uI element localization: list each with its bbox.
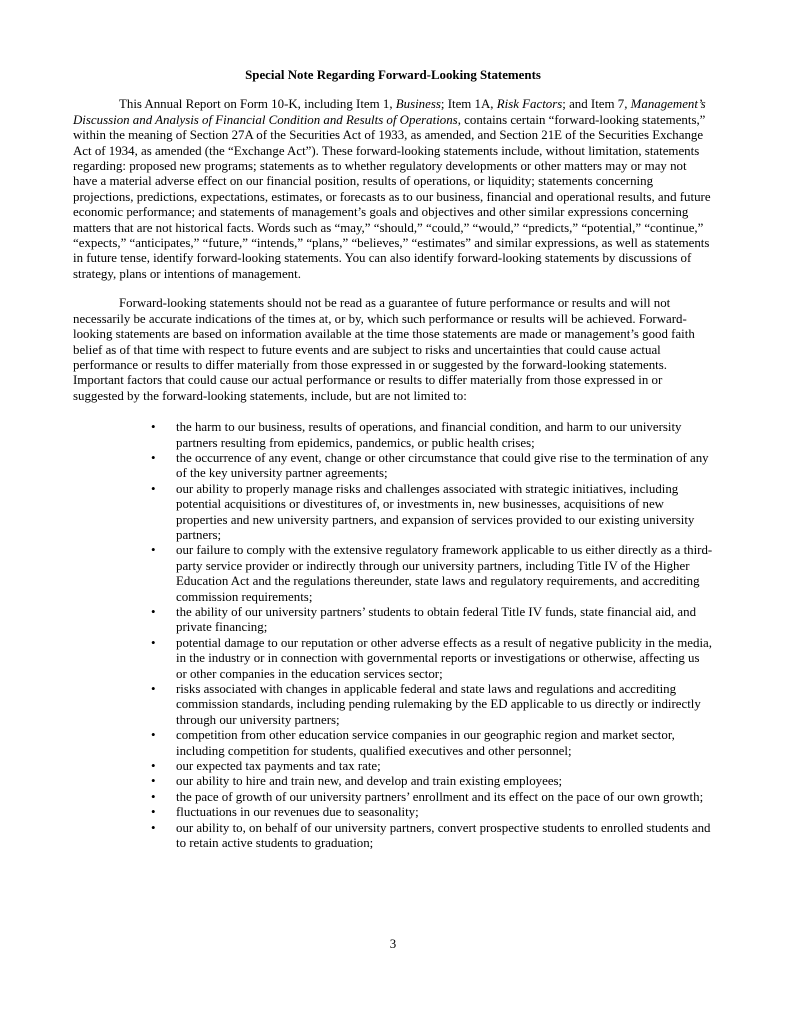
list-item xyxy=(73,790,713,805)
list-item xyxy=(73,682,713,728)
list-item-text: the pace of growth of our university partners’ enrollment and its effect on the pace of our own growth; xyxy=(176,789,704,804)
list-item-text: our failure to comply with the extensive regulatory framework applicable to us either directly as a third-party service provider or indirectly through our university partners, including Title IV of the Higher Education Act and the regulations thereunder, state laws and regulatory requirements, and accrediting commission requirements; xyxy=(176,543,713,604)
list-item xyxy=(73,821,713,852)
list-item-text: our ability to, on behalf of our university partners, convert prospective students to enrolled students and to retain active students to graduation; xyxy=(176,820,711,851)
list-item xyxy=(73,605,713,636)
bullet-icon: • xyxy=(151,420,156,435)
bullet-icon: • xyxy=(151,682,156,697)
bullet-icon: • xyxy=(151,605,156,619)
list-item-text: our expected tax payments and tax rate; xyxy=(176,759,381,774)
page-number: 3 xyxy=(389,937,397,951)
list-item-text: the harm to our business, results of operations, and financial condition, and harm to our university partners resulting from epidemics, pandemics, or public health crises; xyxy=(176,420,682,450)
bullet-icon: • xyxy=(151,543,156,558)
bullet-icon: • xyxy=(151,635,156,650)
intro-paragraph xyxy=(73,97,713,282)
list-item xyxy=(73,759,713,774)
bullet-icon: • xyxy=(151,481,156,496)
list-item xyxy=(73,636,713,682)
list-item xyxy=(73,728,713,759)
list-item-text: our ability to hire and train new, and develop and train existing employees; xyxy=(176,774,563,789)
list-item-text: potential damage to our reputation or other adverse effects as a result of negative publicity in the media, in the industry or in connection with governmental reports or investigations or otherwise, affecting us or other companies in the education services sector; xyxy=(176,635,712,681)
list-item-text: our ability to properly manage risks and challenges associated with strategic initiatives, including potential acquisitions or divestitures of, or investments in, new businesses, acquisitions of new properties and new university partners, and expansion of services provided to our existing university partners; xyxy=(176,481,695,542)
bullet-icon: • xyxy=(151,450,156,465)
intro-text-1: This Annual Report on Form 10-K, including Item 1, xyxy=(119,97,396,112)
list-item-text: the occurrence of any event, change or other circumstance that could give rise to the termination of any of the key university partner agreements; xyxy=(176,450,709,481)
document-page xyxy=(73,68,713,852)
intro-italic-risk-factors: Risk Factors xyxy=(496,97,563,112)
bullet-icon: • xyxy=(151,789,156,804)
list-item xyxy=(73,774,713,789)
bullet-icon: • xyxy=(151,820,156,835)
list-item-text: competition from other education service companies in our geographic region and market sector, including competition for students, qualified executives and other personnel; xyxy=(176,728,675,758)
list-item xyxy=(73,451,713,482)
intro-text-4: , contains certain “forward-looking statements,” within the meaning of Section 27A of the Securities Act of 1933, as amended, and Section 21E of the Securities Exchange Act of 1934, as amended (the “Exchange Act”). These forward-looking statements include, without limitation, statements regarding: proposed new programs; statements as to whether regulatory developments or other matters may or may not have a material adverse effect on our financial position, results of operations, or liquidity; statements concerning projections, predictions, expectations, estimates, or forecasts as to our business, financial and operational results, and future economic performance; and statements of management’s goals and objectives and other similar expressions concerning matters that are not historical facts. Words such as “may,” “should,” “could,” “would,” “predicts,” “potential,” “continue,” “expects,” “anticipates,” “future,” “intends,” “plans,” “believes,” “estimates” and similar expressions, as well as statements in future tense, identify forward-looking statements. You can also identify forward-looking statements by discussions of strategy, plans or intentions of management. xyxy=(73,112,711,281)
bullet-icon: • xyxy=(151,728,156,743)
intro-italic-business: Business xyxy=(395,97,441,112)
bullet-icon: • xyxy=(151,774,156,789)
intro-text-2: ; Item 1A, xyxy=(440,97,497,112)
factors-paragraph: Forward-looking statements should not be read as a guarantee of future performance or results and will not necessarily be accurate indications of the times at, or by, which such performance or results will be achieved. Forward-looking statements are based on information available at the time those statements are made or management’s good faith belief as of that time with respect to future events and are subject to risks and uncertainties that could cause actual performance or results to differ materially from those expressed in or suggested by the forward-looking statements. Important factors that could cause our actual performance or results to differ materially from those expressed in or suggested by the forward-looking statements, include, but are not limited to: xyxy=(73,296,695,403)
list-item xyxy=(73,805,713,820)
intro-text-3: ; and Item 7, xyxy=(562,97,631,112)
list-item xyxy=(73,420,713,451)
section-title: Special Note Regarding Forward-Looking Statements xyxy=(245,68,541,82)
list-item xyxy=(73,543,713,605)
list-item-text: risks associated with changes in applicable federal and state laws and regulations and accrediting commission standards, including pending rulemaking by the ED applicable to us directly or indirectly through our university partners; xyxy=(176,682,701,727)
bullet-icon: • xyxy=(151,759,156,774)
intro-italic-mda: Management’s Discussion and Analysis of Financial Condition and Results of Operations xyxy=(73,97,706,127)
risk-factor-list xyxy=(73,420,713,851)
list-item-text: fluctuations in our revenues due to seasonality; xyxy=(176,805,419,820)
bullet-icon: • xyxy=(151,805,156,820)
list-item xyxy=(73,482,713,544)
list-item-text: the ability of our university partners’ students to obtain federal Title IV funds, state financial aid, and private financing; xyxy=(176,605,697,635)
